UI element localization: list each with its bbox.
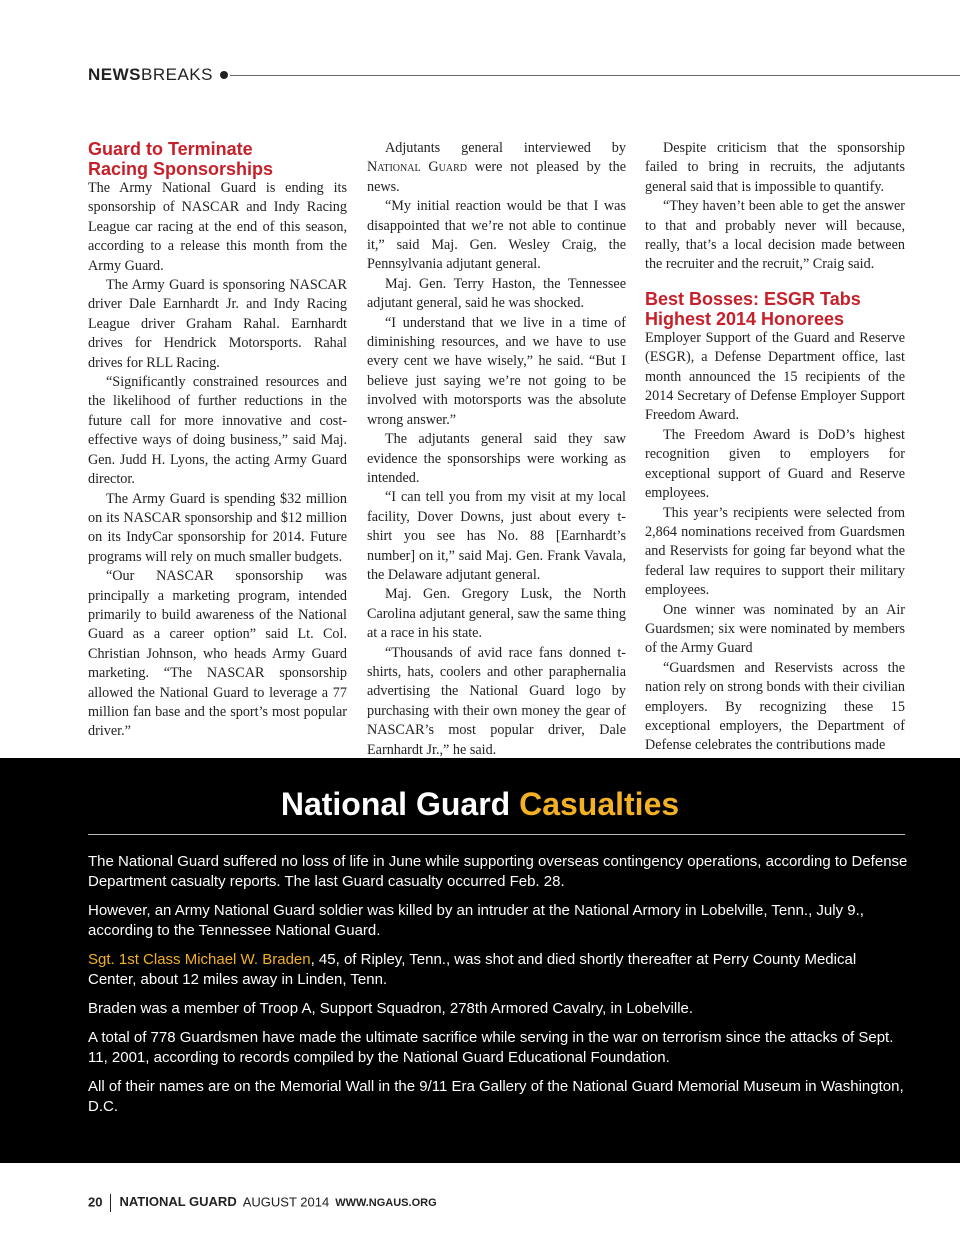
paragraph: “Our NASCAR sponsorship was principally a marketing program, intended primarily to build awareness of the National Guard as a career option” said Lt. Col. Christian Johnson, who heads Army Guard marketing. “The NASCAR sponsorship allowed the National Guard to leverage a 77 million fan base and the sport’s most popular driver.” xyxy=(88,568,347,740)
paragraph: The Army Guard is sponsoring NASCAR driver Dale Earnhardt Jr. and Indy Racing League driver Graham Rahal. Earnhardt drives for Hendrick Motorsports. Rahal drives for RLL Racing. xyxy=(88,277,347,371)
casualties-paragraph: The National Guard suffered no loss of life in June while supporting overseas contingency operations, according to Defense Department casualty reports. The last Guard casualty occurred Feb. 28. xyxy=(88,853,908,890)
casualties-paragraph: Sgt. 1st Class Michael W. Braden, 45, of Ripley, Tenn., was shot and died shortly thereafter at Perry County Medical Center, about 12 miles away in Linden, Tenn. xyxy=(88,951,857,988)
paragraph: Adjutants general interviewed by National Guard were not pleased by the news. xyxy=(367,140,626,195)
paragraph: One winner was nominated by an Air Guardsmen; six were nominated by members of the Army Guard xyxy=(645,601,905,657)
paragraph: Despite criticism that the sponsorship failed to bring in recruits, the adjutants general said that is impossible to quantify. xyxy=(645,140,905,195)
section-header xyxy=(88,64,960,88)
paragraph: Maj. Gen. Terry Haston, the Tennessee adjutant general, said he was shocked. xyxy=(367,275,626,312)
paragraph: The adjutants general said they saw evidence the sponsorships were working as intended. xyxy=(367,431,626,486)
article-headline-esgr xyxy=(645,289,905,329)
section-label-bold: NEWS xyxy=(88,65,141,84)
magazine-name: NATIONAL GUARD xyxy=(119,1194,237,1210)
paragraph: The Freedom Award is DoD’s highest recognition given to employers for exceptional support of Guard and Reserve employees. xyxy=(645,426,905,502)
headline-line-2: Racing Sponsorships xyxy=(88,159,274,179)
header-bullet-icon xyxy=(220,71,228,79)
paragraph: “They haven’t been able to get the answer to that and probably never will because, really, that’s a local decision made between the recruiter and the recruit,” Craig said. xyxy=(645,198,905,273)
section-label xyxy=(88,65,213,85)
casualties-paragraph: All of their names are on the Memorial Wall in the 9/11 Era Gallery of the National Guard Memorial Museum in Washington, D.C. xyxy=(88,1078,904,1115)
paragraph: “My initial reaction would be that I was disappointed that we’re not able to continue it,” said Maj. Gen. Wesley Craig, the Pennsylvania adjutant general. xyxy=(367,198,626,273)
paragraph: The Army National Guard is ending its sponsorship of NASCAR and Indy Racing League car racing at the end of this season, according to a release this month from the Army Guard. xyxy=(88,180,347,274)
paragraph: “Guardsmen and Reservists across the nation rely on strong bonds with their civilian employers. By recognizing these 15 exceptional employers, the Department of Defense celebrates the contributions made xyxy=(645,659,905,754)
casualties-rule xyxy=(88,834,905,835)
paragraph: Employer Support of the Guard and Reserve (ESGR), a Defense Department office, last month announced the 15 recipients of the 2014 Secretary of Defense Employer Support Freedom Award. xyxy=(645,329,905,424)
paragraph: “Thousands of avid race fans donned t-shirts, hats, coolers and other paraphernalia advertising the National Guard logo by purchasing with their own money the gear of NASCAR’s most popular driver, Dale Earnhardt Jr.,” he said. xyxy=(367,644,626,758)
casualties-paragraph: However, an Army National Guard soldier was killed by an intruder at the National Armory in Lobelville, Tenn., July 9., according to the Tennessee National Guard. xyxy=(88,902,864,939)
article-column-2 xyxy=(367,139,626,760)
issue-date: AUGUST 2014 xyxy=(242,1194,330,1210)
casualties-title: National Guard Casualties xyxy=(280,786,680,822)
casualties-title-accent: Casualties xyxy=(519,786,680,822)
paragraph: This year’s recipients were selected from 2,864 nominations received from Guardsmen and Reservists for going far beyond what the federal law requires to support their military employees. xyxy=(645,504,905,599)
section-label-light: BREAKS xyxy=(141,65,213,84)
header-rule xyxy=(230,75,960,76)
page-number: 20 xyxy=(88,1194,103,1210)
article-column-1 xyxy=(88,139,347,742)
paragraph: The Army Guard is spending $32 million on its NASCAR sponsorship and $12 million on its IndyCar sponsorship for 2014. Future programs will rely on much smaller budgets. xyxy=(88,490,347,565)
paragraph: “I understand that we live in a time of diminishing resources, and we have to use every cent we have wisely,” he said. “But I believe just saying we’re not going to be involved with motorsports was the absolute wrong answer.” xyxy=(367,314,626,428)
headline-line-2: Highest 2014 Honorees xyxy=(645,308,845,329)
headline-line-1: Guard to Terminate xyxy=(88,139,253,159)
paragraph: “I can tell you from my visit at my local facility, Dover Downs, just about every t-shirt you see has No. 88 [Earnhardt’s number] on it,” said Maj. Gen. Frank Vavala, the Delaware adjutant general. xyxy=(367,489,626,583)
website-url: WWW.NGAUS.ORG xyxy=(335,1197,437,1210)
paragraph: Maj. Gen. Gregory Lusk, the North Carolina adjutant general, saw the same thing at a race in his state. xyxy=(367,586,626,642)
article-column-3 xyxy=(645,139,905,756)
casualties-box xyxy=(0,758,960,1163)
article-headline-racing xyxy=(88,139,347,179)
paragraph: “Significantly constrained resources and the likelihood of further reductions in the future call for more innovative and cost-effective ways of doing business,” said Maj. Gen. Judd H. Lyons, the acting Army Guard director. xyxy=(88,374,347,488)
casualties-body xyxy=(88,852,908,1126)
soldier-name: Sgt. 1st Class Michael W. Braden xyxy=(88,951,311,968)
headline-line-1: Best Bosses: ESGR Tabs xyxy=(645,288,861,309)
magazine-name-smallcaps: National Guard xyxy=(367,159,467,176)
page-footer xyxy=(88,1194,437,1212)
casualties-paragraph: A total of 778 Guardsmen have made the ultimate sacrifice while serving in the war on terrorism since the attacks of Sept. 11, 2001, according to records compiled by the National Guard Educational Foundation. xyxy=(88,1029,894,1066)
footer-divider xyxy=(110,1194,111,1212)
casualties-paragraph: Braden was a member of Troop A, Support Squadron, 278th Armored Cavalry, in Lobelville. xyxy=(88,1000,694,1017)
